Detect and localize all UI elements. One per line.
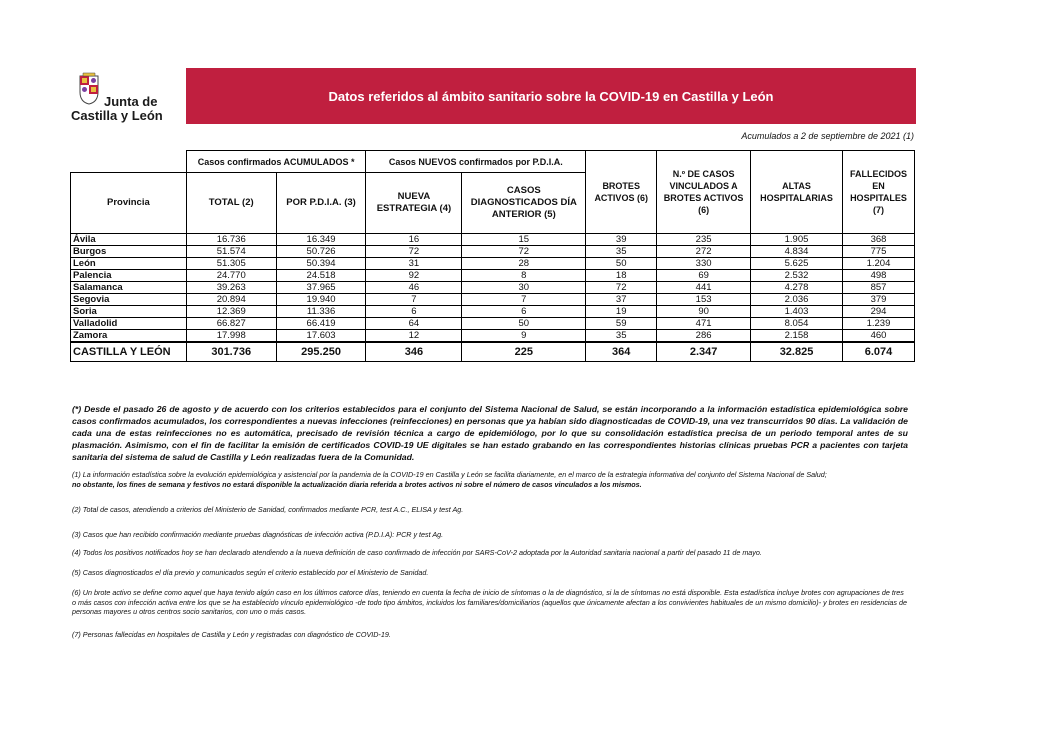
table-row [71, 234, 915, 246]
junta-logo [70, 72, 170, 122]
cell-pdia: 24.518 [276, 270, 366, 282]
cell-fallecidos: 857 [842, 282, 914, 294]
col-altas: ALTAS HOSPITALARIAS [751, 151, 843, 234]
cell-total: 39.263 [186, 282, 276, 294]
date-note: Acumulados a 2 de septiembre de 2021 (1) [741, 131, 914, 141]
footnote-7: (7) Personas fallecidas en hospitales de Castilla y León y registradas con diagnóstico de COVID-19. [72, 630, 391, 639]
cell-nueva: 6 [366, 306, 462, 318]
cell-altas: 1.403 [751, 306, 843, 318]
cell-fallecidos: 368 [842, 234, 914, 246]
footnote-6: (6) Un brote activo se define como aquel que haya tenido algún caso en los últimos catorce días, teniendo en cuenta la fecha de inicio de síntomas o la de diagnóstico, si la de síntomas no está disponible. Esta estadística incluye brotes con agrupaciones de tres o más casos con infección activa entre los que se ha establecido vínculo epidemiológico -de todo tipo ámbitos, incluidos los familiares/domiciliarios (aquellos que únicamente afectan a los convivientes habituales de un mismo domicilio)- y brotes en residencias de personas mayores u otros centros socio sanitarios, con uno o más casos. [72, 588, 907, 616]
notes-section [72, 403, 908, 639]
cell-pdia: 11.336 [276, 306, 366, 318]
cell-pdia: 66.419 [276, 318, 366, 330]
cell-altas: 5.625 [751, 258, 843, 270]
cell-diag: 30 [462, 282, 586, 294]
col-total: TOTAL (2) [186, 173, 276, 234]
cell-altas: 2.158 [751, 330, 843, 343]
cell-provincia: Segovia [71, 294, 187, 306]
cell-total: 24.770 [186, 270, 276, 282]
cell-fallecidos: 6.074 [842, 342, 914, 362]
table-body [71, 234, 915, 362]
cell-altas: 32.825 [751, 342, 843, 362]
cell-vinculados: 90 [657, 306, 751, 318]
cell-fallecidos: 379 [842, 294, 914, 306]
table-row [71, 270, 915, 282]
cell-fallecidos: 460 [842, 330, 914, 343]
cell-vinculados: 153 [657, 294, 751, 306]
cell-nueva: 72 [366, 246, 462, 258]
group-header-nuevos: Casos NUEVOS confirmados por P.D.I.A. [366, 151, 586, 173]
footnote-5: (5) Casos diagnosticados el día previo y comunicados según el criterio establecido por el Ministerio de Sanidad. [72, 568, 429, 577]
cell-fallecidos: 498 [842, 270, 914, 282]
cell-nueva: 31 [366, 258, 462, 270]
cell-pdia: 295.250 [276, 342, 366, 362]
title-banner [186, 68, 916, 124]
cell-altas: 2.036 [751, 294, 843, 306]
blank-corner [71, 151, 187, 173]
cell-brotes: 19 [586, 306, 657, 318]
col-vinculados: N.º DE CASOS VINCULADOS A BROTES ACTIVOS (6) [657, 151, 751, 234]
coat-of-arms-icon [78, 72, 100, 106]
cell-fallecidos: 294 [842, 306, 914, 318]
cell-vinculados: 235 [657, 234, 751, 246]
cell-brotes: 72 [586, 282, 657, 294]
cell-fallecidos: 775 [842, 246, 914, 258]
cell-pdia: 17.603 [276, 330, 366, 343]
cell-provincia: Ávila [71, 234, 187, 246]
cell-brotes: 39 [586, 234, 657, 246]
table-row [71, 330, 915, 343]
cell-brotes: 35 [586, 246, 657, 258]
cell-diag: 8 [462, 270, 586, 282]
covid-data-table [70, 150, 915, 362]
cell-provincia: Valladolid [71, 318, 187, 330]
cell-vinculados: 272 [657, 246, 751, 258]
cell-provincia: Soria [71, 306, 187, 318]
group-header-acumulados: Casos confirmados ACUMULADOS * [186, 151, 366, 173]
cell-altas: 1.905 [751, 234, 843, 246]
cell-brotes: 364 [586, 342, 657, 362]
cell-provincia: CASTILLA Y LEÓN [71, 342, 187, 362]
cell-diag: 225 [462, 342, 586, 362]
cell-pdia: 37.965 [276, 282, 366, 294]
cell-altas: 8.054 [751, 318, 843, 330]
table-row [71, 318, 915, 330]
cell-brotes: 59 [586, 318, 657, 330]
cell-fallecidos: 1.239 [842, 318, 914, 330]
cell-diag: 6 [462, 306, 586, 318]
cell-vinculados: 69 [657, 270, 751, 282]
cell-total: 16.736 [186, 234, 276, 246]
cell-provincia: León [71, 258, 187, 270]
table-row [71, 306, 915, 318]
cell-pdia: 50.726 [276, 246, 366, 258]
cell-provincia: Palencia [71, 270, 187, 282]
table-row [71, 246, 915, 258]
footnote-3: (3) Casos que han recibido confirmación mediante pruebas diagnósticas de infección activa (P.D.I.A): PCR y test Ag. [72, 530, 444, 539]
col-nueva: NUEVA ESTRATEGIA (4) [366, 173, 462, 234]
cell-total: 51.574 [186, 246, 276, 258]
col-provincia: Provincia [71, 173, 187, 234]
cell-vinculados: 330 [657, 258, 751, 270]
cell-nueva: 12 [366, 330, 462, 343]
cell-brotes: 18 [586, 270, 657, 282]
cell-total: 20.894 [186, 294, 276, 306]
cell-diag: 15 [462, 234, 586, 246]
cell-total: 66.827 [186, 318, 276, 330]
group-header-row [71, 151, 915, 173]
col-diag: CASOS DIAGNOSTICADOS DÍA ANTERIOR (5) [462, 173, 586, 234]
footnote-4: (4) Todos los positivos notificados hoy se han declarado atendiendo a la nueva definición de caso confirmado de infección por SARS-CoV-2 adoptada por la Autoridad sanitaria nacional a partir del pasado 11 de mayo. [72, 548, 762, 557]
cell-altas: 2.532 [751, 270, 843, 282]
footnote-1 [72, 470, 908, 489]
col-brotes: BROTES ACTIVOS (6) [586, 151, 657, 234]
cell-total: 301.736 [186, 342, 276, 362]
col-fallecidos: FALLECIDOS EN HOSPITALES (7) [842, 151, 914, 234]
cell-nueva: 46 [366, 282, 462, 294]
cell-brotes: 37 [586, 294, 657, 306]
table-row [71, 294, 915, 306]
cell-total: 17.998 [186, 330, 276, 343]
cell-vinculados: 2.347 [657, 342, 751, 362]
table-row [71, 282, 915, 294]
cell-nueva: 16 [366, 234, 462, 246]
banner-title: Datos referidos al ámbito sanitario sobre la COVID-19 en Castilla y León [328, 88, 774, 104]
table-row [71, 258, 915, 270]
cell-diag: 28 [462, 258, 586, 270]
cell-vinculados: 286 [657, 330, 751, 343]
cell-brotes: 35 [586, 330, 657, 343]
footnote-1b: no obstante, los fines de semana y festivos no estará disponible la actualización diaria referida a brotes activos ni sobre el número de casos vinculados a los mismos. [72, 479, 642, 489]
cell-diag: 7 [462, 294, 586, 306]
cell-provincia: Zamora [71, 330, 187, 343]
cell-vinculados: 441 [657, 282, 751, 294]
note-reinfections: (*) Desde el pasado 26 de agosto y de acuerdo con los criterios establecidos para el conjunto del Sistema Nacional de Salud, se están incorporando a la información estadística epidemiológica sobre casos confirmados acumulados, los correspondientes a nuevas infecciones (reinfecciones) en personas que ya habían sido diagnosticadas de COVID-19, una vez transcurridos 90 días. La validación de cada una de estas reinfecciones no es automática, precisado de revisión técnica a cargo de epidemiólogo, por lo que su consolidación estadística precisa de un periodo temporal antes de su plasmación. Asimismo, con el fin de facilitar la emisión de certificados COVID-19 UE digitales se han estado grabando en las correspondientes historias clínicas pruebas PCR a pacientes con tarjeta sanitaria del sistema de salud de Castilla y León realizadas fuera de la Comunidad. [72, 404, 908, 462]
total-row [71, 342, 915, 362]
cell-brotes: 50 [586, 258, 657, 270]
cell-nueva: 7 [366, 294, 462, 306]
cell-total: 51.305 [186, 258, 276, 270]
cell-diag: 50 [462, 318, 586, 330]
cell-diag: 9 [462, 330, 586, 343]
logo-line-1: Junta de [104, 94, 158, 109]
cell-total: 12.369 [186, 306, 276, 318]
footnote-2: (2) Total de casos, atendiendo a criterios del Ministerio de Sanidad, confirmados mediante PCR, test A.C., ELISA y test Ag. [72, 505, 464, 514]
cell-altas: 4.834 [751, 246, 843, 258]
cell-provincia: Burgos [71, 246, 187, 258]
cell-vinculados: 471 [657, 318, 751, 330]
cell-nueva: 64 [366, 318, 462, 330]
footnote-1a: (1) La información estadística sobre la evolución epidemiológica y asistencial por la pandemia de la COVID-19 en Castilla y León se facilita diariamente, en el marco de la estrategia informativa del conjunto del Sistema Nacional de Salud; [72, 470, 827, 479]
cell-diag: 72 [462, 246, 586, 258]
cell-pdia: 50.394 [276, 258, 366, 270]
cell-nueva: 346 [366, 342, 462, 362]
cell-pdia: 19.940 [276, 294, 366, 306]
cell-nueva: 92 [366, 270, 462, 282]
cell-provincia: Salamanca [71, 282, 187, 294]
logo-line-2: Castilla y León [71, 108, 163, 123]
col-pdia: POR P.D.I.A. (3) [276, 173, 366, 234]
cell-pdia: 16.349 [276, 234, 366, 246]
cell-altas: 4.278 [751, 282, 843, 294]
cell-fallecidos: 1.204 [842, 258, 914, 270]
